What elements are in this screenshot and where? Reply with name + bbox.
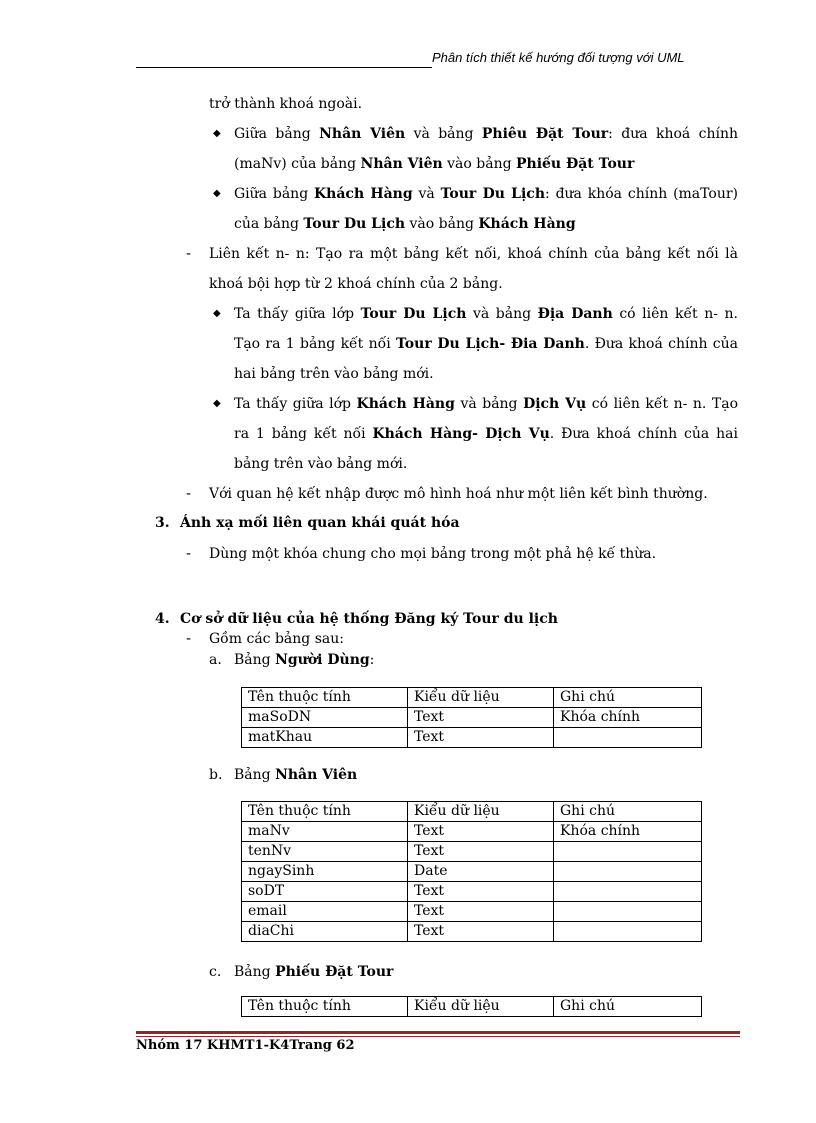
section-number: 3. xyxy=(155,515,170,531)
table-cell: maSoDN xyxy=(242,708,408,728)
table-row xyxy=(242,902,702,922)
table-nhan-vien xyxy=(241,801,702,942)
table-row xyxy=(242,862,702,882)
table-row xyxy=(242,882,702,902)
table-cell xyxy=(554,902,702,922)
table-cell: diaChi xyxy=(242,922,408,942)
header-rule xyxy=(136,67,432,68)
table-cell: Text xyxy=(408,842,554,862)
footer-rule-thin xyxy=(136,1036,740,1037)
bullet-item-cont: bảng trên vào bảng mới. xyxy=(234,456,408,472)
table-cell xyxy=(554,882,702,902)
dash-bullet-icon: - xyxy=(186,486,192,502)
table-cell xyxy=(554,842,702,862)
table-cell xyxy=(554,922,702,942)
footer-rule xyxy=(136,1031,740,1034)
table-cell: matKhau xyxy=(242,728,408,748)
table-header-row xyxy=(242,688,702,708)
dash-item: Với quan hệ kết nhập được mô hình hoá như một liên kết bình thường. xyxy=(209,486,708,502)
bullet-item: Ta thấy giữa lớp Khách Hàng và bảng Dịch Vụ có liên kết n- n. Tạo xyxy=(234,396,739,412)
table-caption: Bảng Người Dùng: xyxy=(234,652,375,668)
table-header-row xyxy=(242,802,702,822)
section-title: Ánh xạ mối liên quan khái quát hóa xyxy=(180,515,460,531)
table-row xyxy=(242,922,702,942)
bullet-item: Giữa bảng Nhân Viên và bảng Phiêu Đặt Tour: đưa khoá chính xyxy=(234,126,739,142)
diamond-bullet-icon: ◆ xyxy=(213,128,221,139)
table-header-cell: Ghi chú xyxy=(554,688,702,708)
section-title: Cơ sở dữ liệu của hệ thống Đăng ký Tour du lịch xyxy=(180,611,558,627)
table-cell: Text xyxy=(408,922,554,942)
text-line: trở thành khoá ngoài. xyxy=(209,96,363,112)
table-cell: Text xyxy=(408,902,554,922)
table-cell: maNv xyxy=(242,822,408,842)
table-cell: Khóa chính xyxy=(554,822,702,842)
table-header-cell: Tên thuộc tính xyxy=(242,802,408,822)
header-title: Phân tích thiết kế hướng đối tượng với UML xyxy=(432,50,685,65)
dash-bullet-icon: - xyxy=(186,546,192,562)
bullet-item-cont: của bảng Tour Du Lịch vào bảng Khách Hàng xyxy=(234,216,576,232)
diamond-bullet-icon: ◆ xyxy=(213,188,221,199)
table-cell: soDT xyxy=(242,882,408,902)
dash-item: Dùng một khóa chung cho mọi bảng trong một phả hệ kế thừa. xyxy=(209,546,657,562)
table-header-cell: Tên thuộc tính xyxy=(242,688,408,708)
bullet-item-cont: ra 1 bảng kết nối Khách Hàng- Dịch Vụ. Đưa khoá chính của hai xyxy=(234,426,738,442)
table-cell: tenNv xyxy=(242,842,408,862)
dash-item-cont: khoá bội hợp từ 2 khoá chính của 2 bảng. xyxy=(209,276,503,292)
table-phieu-dat-tour xyxy=(241,996,702,1017)
list-label: b. xyxy=(209,767,223,783)
table-header-cell: Kiểu dữ liệu xyxy=(408,802,554,822)
table-cell: Text xyxy=(408,822,554,842)
table-row xyxy=(242,842,702,862)
bullet-item: Ta thấy giữa lớp Tour Du Lịch và bảng Địa Danh có liên kết n- n. xyxy=(234,306,738,322)
bullet-item-cont: hai bảng trên vào bảng mới. xyxy=(234,366,434,382)
bullet-item-cont: (maNv) của bảng Nhân Viên vào bảng Phiếu Đặt Tour xyxy=(234,156,635,172)
table-cell: Text xyxy=(408,882,554,902)
diamond-bullet-icon: ◆ xyxy=(213,308,221,319)
table-cell: ngaySinh xyxy=(242,862,408,882)
table-row xyxy=(242,708,702,728)
list-label: c. xyxy=(209,964,222,980)
table-header-row xyxy=(242,997,702,1017)
table-caption: Bảng Phiếu Đặt Tour xyxy=(234,964,394,980)
table-cell: Text xyxy=(408,728,554,748)
table-cell: Date xyxy=(408,862,554,882)
diamond-bullet-icon: ◆ xyxy=(213,398,221,409)
table-header-cell: Tên thuộc tính xyxy=(242,997,408,1017)
dash-item: Gồm các bảng sau: xyxy=(209,631,344,647)
table-cell: Text xyxy=(408,708,554,728)
bullet-item-cont: Tạo ra 1 bảng kết nối Tour Du Lịch- Đia Danh. Đưa khoá chính của xyxy=(234,336,739,352)
table-row xyxy=(242,822,702,842)
table-caption: Bảng Nhân Viên xyxy=(234,767,358,783)
dash-bullet-icon: - xyxy=(186,246,192,262)
dash-item: Liên kết n- n: Tạo ra một bảng kết nối, khoá chính của bảng kết nối là xyxy=(209,246,738,262)
table-row xyxy=(242,728,702,748)
table-header-cell: Ghi chú xyxy=(554,997,702,1017)
dash-bullet-icon: - xyxy=(186,631,192,647)
list-label: a. xyxy=(209,652,222,668)
footer-text: Nhóm 17 KHMT1-K4Trang 62 xyxy=(136,1038,355,1053)
table-nguoi-dung xyxy=(241,687,702,748)
bullet-item: Giữa bảng Khách Hàng và Tour Du Lịch: đưa khóa chính (maTour) xyxy=(234,186,738,202)
table-header-cell: Ghi chú xyxy=(554,802,702,822)
section-number: 4. xyxy=(155,611,170,627)
table-cell xyxy=(554,862,702,882)
table-cell xyxy=(554,728,702,748)
table-cell: Khóa chính xyxy=(554,708,702,728)
table-header-cell: Kiểu dữ liệu xyxy=(408,688,554,708)
table-cell: email xyxy=(242,902,408,922)
table-header-cell: Kiểu dữ liệu xyxy=(408,997,554,1017)
